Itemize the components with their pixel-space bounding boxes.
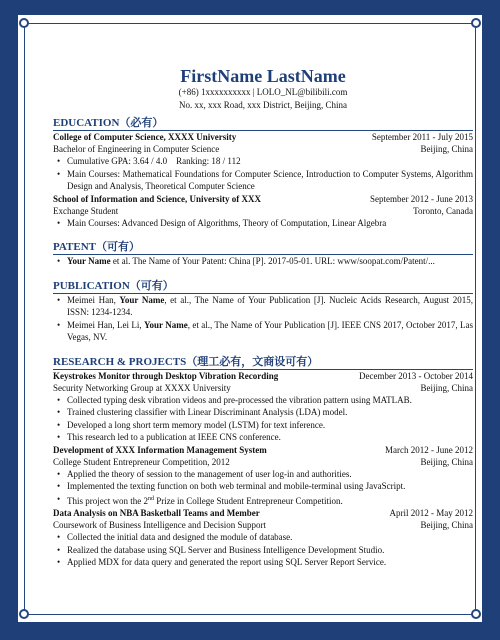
entry-date: March 2012 - June 2012 — [385, 444, 473, 455]
entry-date: September 2012 - June 2013 — [370, 193, 473, 204]
project-sub — [53, 382, 473, 394]
section-title-publication: PUBLICATION（可有） — [53, 279, 473, 294]
list-item: • Cumulative GPA: 3.64 / 4.0 Ranking: 18 / 112 — [67, 155, 473, 168]
school-name: College of Computer Science, XXXX University — [53, 132, 237, 142]
section-title-patent: PATENT（可有） — [53, 240, 473, 255]
project-name: Development of XXX Information Management System — [53, 444, 267, 455]
project-header — [53, 444, 473, 456]
list-item: • Main Courses: Advanced Design of Algorithms, Theory of Computation, Linear Algebra — [67, 217, 473, 230]
project-sub — [53, 519, 473, 531]
list-item — [67, 255, 473, 268]
list-item — [67, 493, 473, 508]
publication-text: , et al., The Name of Your Publication [J]. IEEE CNS 2017, October 2017, Las Vegas, NV. — [67, 319, 473, 342]
publication-list — [67, 294, 473, 344]
prize-text: Prize in College Student Entrepreneur Competition. — [153, 495, 343, 506]
corner-ornament — [471, 18, 481, 28]
education-bullets — [67, 217, 473, 230]
corner-ornament — [19, 609, 29, 619]
author-name: Your Name — [67, 256, 111, 266]
project-bullets — [67, 468, 473, 508]
project-sub — [53, 456, 473, 468]
list-item: • Collected the initial data and designed the module of database. — [67, 531, 473, 544]
project-header — [53, 507, 473, 519]
list-item: • Collected typing desk vibration videos and pre-processed the vibration pattern using MATLAB. — [67, 394, 473, 407]
corner-ornament — [19, 18, 29, 28]
project-bullets — [67, 394, 473, 444]
section-title-education: EDUCATION（必有） — [53, 116, 473, 131]
list-item: • This research led to a publication at IEEE CNS conference. — [67, 431, 473, 444]
education-entry-header — [53, 193, 473, 205]
education-bullets — [67, 155, 473, 193]
list-item: • Trained clustering classifier with Linear Discriminant Analysis (LDA) model. — [67, 406, 473, 419]
list-item: • Developed a long short term memory model (LSTM) for text inference. — [67, 419, 473, 432]
resume-page — [18, 15, 482, 622]
coauthors: Meimei Han, — [67, 294, 120, 305]
author-name: Your Name — [119, 294, 165, 305]
candidate-name: FirstName LastName — [180, 66, 346, 86]
coauthors: Meimei Han, Lei Li, — [67, 319, 144, 330]
resume-content — [53, 30, 473, 569]
ordinal-suffix: nd — [147, 495, 154, 502]
address-line: No. xx, xxx Road, xxx District, Beijing, China — [179, 100, 347, 110]
entry-date: September 2011 - July 2015 — [371, 132, 473, 142]
entry-date: December 2013 - October 2014 — [359, 370, 473, 381]
education-entry-sub — [53, 205, 473, 217]
list-item: • Main Courses: Mathematical Foundations for Computer Science, Introduction to Computer Systems, Algorithm Design and Analysis, Theoretical Computer Science — [67, 168, 473, 193]
list-item: • Applied the theory of session to the management of user log-in and authorities. — [67, 468, 473, 481]
corner-ornament — [471, 609, 481, 619]
list-item: • Implemented the texting function on both web terminal and mobile-terminal using JavaScript. — [67, 480, 473, 493]
school-name: School of Information and Science, University of XXX — [53, 193, 261, 204]
section-title-research: RESEARCH & PROJECTS（理工必有，文商设可有） — [53, 355, 473, 370]
entry-location: Beijing, China — [420, 456, 473, 467]
list-item: • Applied MDX for data query and generated the report using SQL Server Report Service. — [67, 556, 473, 569]
project-org: College Student Entrepreneur Competition, 2012 — [53, 456, 230, 467]
publication-text: , et al., The Name of Your Publication [J]. Nucleic Acids Research, August 2015, ISSN: 1234-1234. — [67, 294, 473, 317]
entry-location: Toronto, Canada — [413, 205, 473, 216]
education-entry-sub — [53, 143, 473, 155]
project-name: Data Analysis on NBA Basketball Teams and Member — [53, 508, 260, 518]
entry-location: Beijing, China — [420, 520, 473, 530]
patent-text: et al. The Name of Your Patent: China [P]. 2017-05-01. URL: www/soopat.com/Patent/... — [110, 256, 435, 266]
project-bullets — [67, 531, 473, 569]
contact-line: (+86) 1xxxxxxxxxx | LOLO_NL@bilibili.com — [178, 87, 348, 97]
project-name: Keystrokes Monitor through Desktop Vibration Recording — [53, 370, 279, 381]
prize-text: This project won the 2 — [67, 495, 148, 506]
entry-location: Beijing, China — [420, 144, 473, 154]
education-entry-header — [53, 131, 473, 143]
entry-location: Beijing, China — [420, 382, 473, 393]
patent-list — [67, 255, 473, 268]
degree: Exchange Student — [53, 205, 119, 216]
list-item — [67, 294, 473, 319]
project-header — [53, 370, 473, 382]
list-item: • Realized the database using SQL Server and Business Intelligence Development Studio. — [67, 544, 473, 557]
project-org: Coursework of Business Intelligence and Decision Support — [53, 520, 266, 530]
entry-date: April 2012 - May 2012 — [389, 508, 473, 518]
author-name: Your Name — [143, 319, 188, 330]
degree: Bachelor of Engineering in Computer Science — [53, 144, 220, 154]
project-org: Security Networking Group at XXXX University — [53, 382, 231, 393]
list-item — [67, 319, 473, 344]
